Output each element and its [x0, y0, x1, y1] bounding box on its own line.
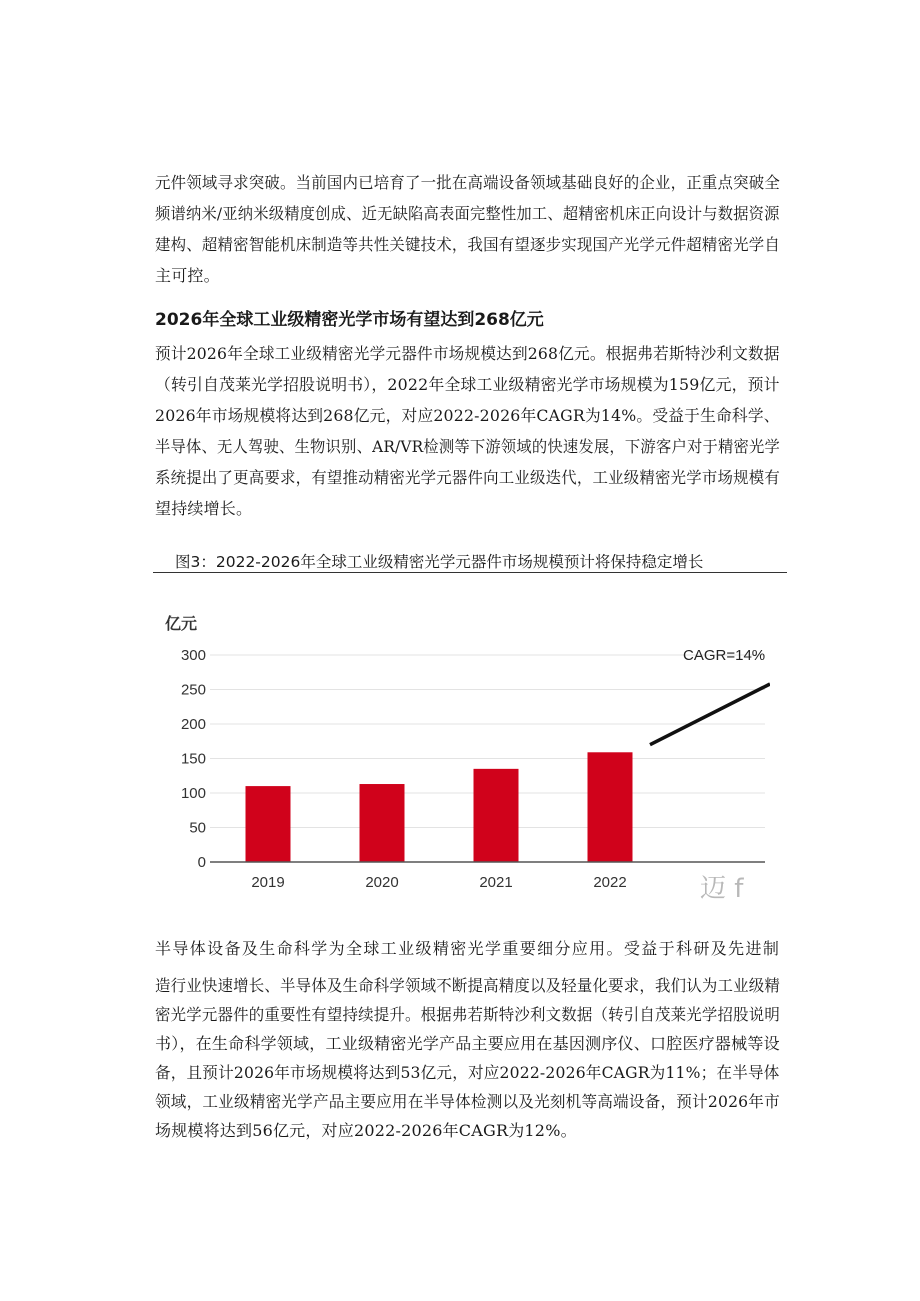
paragraph-applications: [155, 934, 780, 1145]
paragraph-market-size: [155, 338, 780, 524]
y-tick-label: 0: [197, 854, 206, 871]
bar: [474, 769, 519, 862]
x-axis-ticks: [251, 874, 626, 890]
y-axis-unit-label: 亿元: [165, 616, 198, 633]
text-line: 备，且预计2026年市场规模将达到53亿元，对应2022-2026年CAGR为11%；在半导体: [155, 1063, 780, 1082]
y-tick-label: 250: [180, 681, 206, 699]
text-line: 系统提出了更高要求，有望推动精密光学元器件向工业级迭代，工业级精密光学市场规模有: [155, 468, 781, 487]
text-line: 预计2026年全球工业级精密光学元器件市场规模达到268亿元。根据弗若斯特沙利文数据: [155, 344, 780, 363]
text-line: 望持续增长。: [155, 499, 253, 518]
text-line: 元件领域寻求突破。当前国内已培育了一批在高端设备领域基础良好的企业，正重点突破全: [155, 173, 781, 192]
section-heading: 2026年全球工业级精密光学市场有望达到268亿元: [155, 310, 544, 330]
watermark-logo: [700, 868, 758, 908]
y-axis-ticks: [181, 647, 206, 871]
text-line: 领域，工业级精密光学产品主要应用在半导体检测以及光刻机等高端设备，预计2026年市: [155, 1092, 780, 1111]
y-tick-label: 300: [180, 647, 206, 664]
text-line: 主可控。: [155, 266, 220, 285]
text-line: 半导体设备及生命科学为全球工业级精密光学重要细分应用。受益于科研及先进制: [155, 939, 781, 958]
bars: [246, 752, 633, 862]
market-size-bar-chart: [150, 600, 770, 890]
x-tick-label: 2022: [593, 874, 627, 890]
x-tick-label: 2019: [251, 874, 285, 890]
text-line: 书），在生命科学领域，工业级精密光学产品主要应用在基因测序仪、口腔医疗器械等设: [155, 1034, 780, 1053]
cagr-trend-line: [650, 684, 770, 745]
text-line: 建构、超精密智能机床制造等共性关键技术，我国有望逐步实现国产光学元件超精密光学自: [155, 235, 781, 254]
text-line: 半导体、无人驾驶、生物识别、AR/VR检测等下游领域的快速发展，下游客户对于精密光学: [155, 437, 780, 456]
text-line: 造行业快速增长、半导体及生命科学领域不断提高精度以及轻量化要求，我们认为工业级精: [155, 976, 781, 995]
bar: [588, 752, 633, 862]
paragraph-intro: [155, 167, 780, 291]
bar: [360, 784, 405, 862]
text-line: 频谱纳米/亚纳米级精度创成、近无缺陷高表面完整性加工、超精密机床正向设计与数据资源: [155, 204, 780, 223]
text-line: 密光学元器件的重要性有望持续提升。根据弗若斯特沙利文数据（转引自茂莱光学招股说明: [155, 1005, 781, 1024]
figure-caption: 图3：2022-2026年全球工业级精密光学元器件市场规模预计将保持稳定增长: [175, 553, 704, 571]
y-tick-label: 150: [180, 750, 206, 768]
cagr-annotation: CAGR=14%: [683, 647, 766, 664]
y-tick-label: 100: [180, 785, 206, 802]
watermark-text: 迈 f: [700, 874, 744, 904]
x-tick-label: 2020: [365, 874, 399, 890]
y-tick-label: 50: [189, 819, 206, 837]
text-line: 场规模将达到56亿元，对应2022-2026年CAGR为12%。: [155, 1121, 577, 1140]
text-line: 2026年市场规模将达到268亿元，对应2022-2026年CAGR为14%。受益于生命科学、: [155, 406, 780, 425]
y-tick-label: 200: [180, 716, 206, 733]
caption-divider: [153, 572, 787, 573]
text-line: （转引自茂莱光学招股说明书），2022年全球工业级精密光学市场规模为159亿元，预计: [155, 375, 780, 394]
x-tick-label: 2021: [479, 874, 513, 890]
bar: [246, 786, 291, 862]
